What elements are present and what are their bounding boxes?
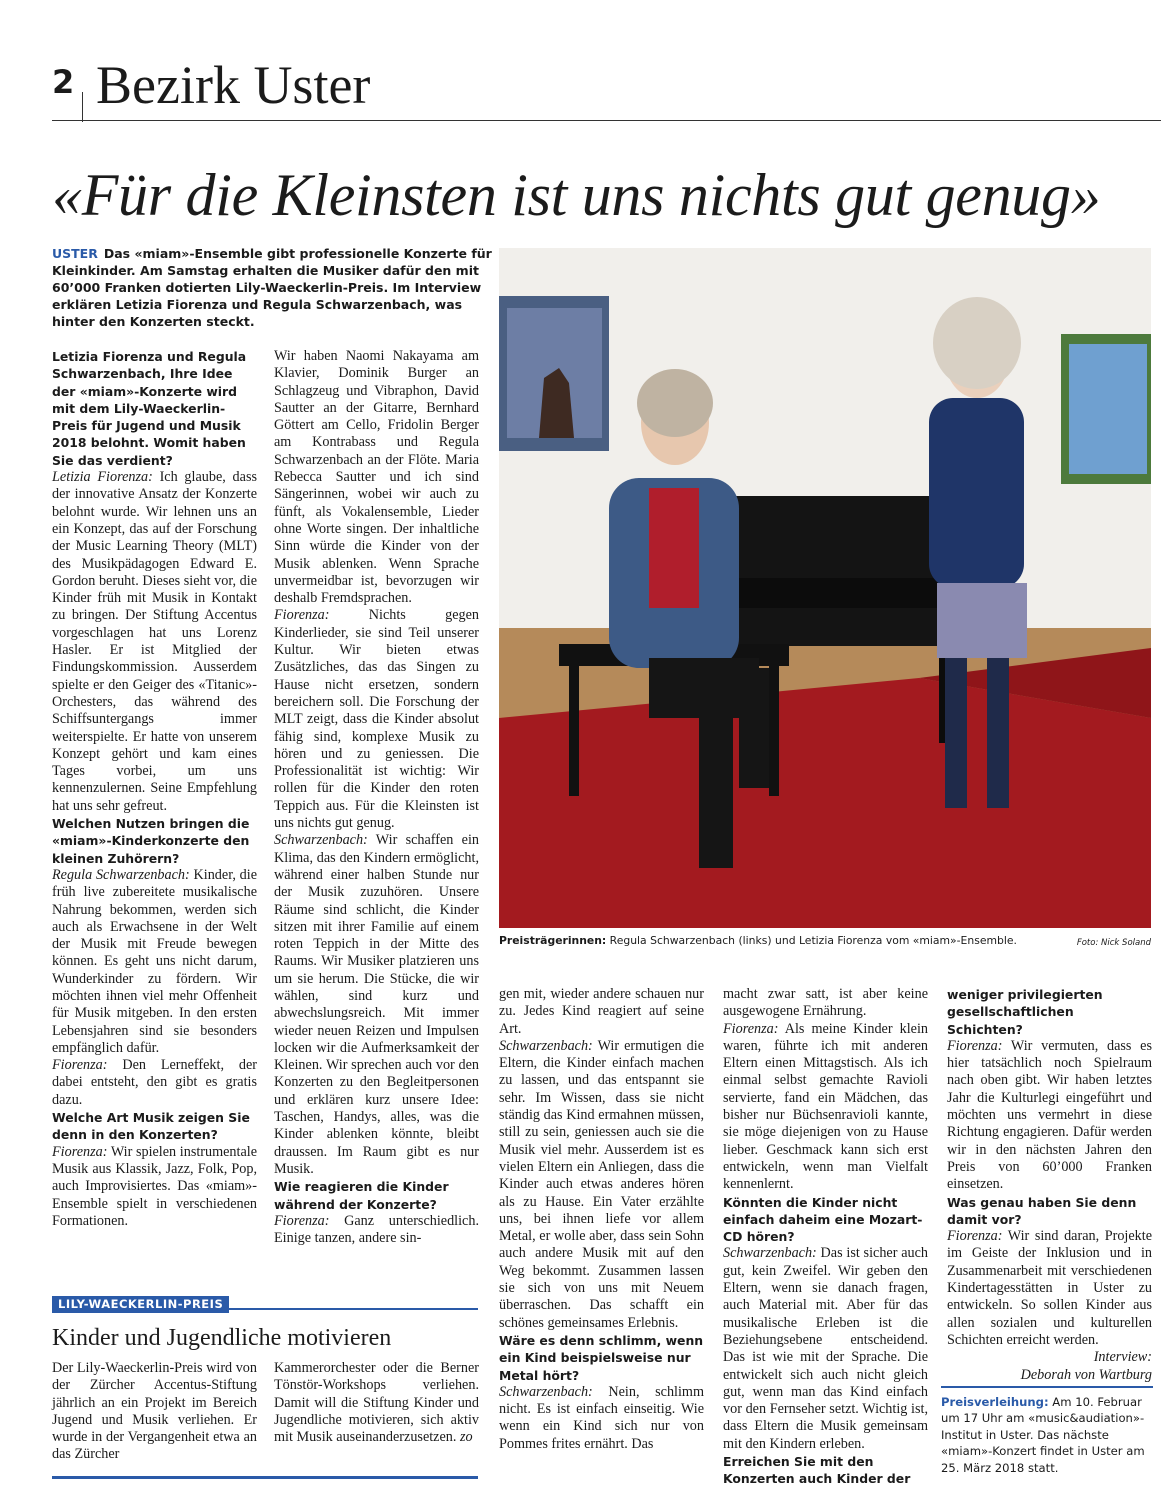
answer: Letizia Fiorenza: Ich glaube, dass der innovative Ansatz der Konzerte belohnt wurde. Wir lehnen uns an ein Konzept, das auf der Forschung der Music Learning Theory (MLT) des Musikpädagogen Edward E. Gordon beruht. Dieses sieht vor, die Kinder früh mit Musik in Kontakt zu bringen. Der Stiftung Accentus vorgeschlagen hat uns Lorenz Hasler. Er ist Mitglied der Findungskommission. Ausserdem spielte er den Geiger des «Titanic»-Orchesters, das während des Schiffsuntergangs immer weiterspielte. Er hatte von unserem Konzept gehört und kam eines Tages vorbei, um uns kennenzulernen. Seine Empfehlung hat uns sehr gefreut.	[52, 469, 257, 814]
speaker: Schwarzenbach:	[723, 1245, 817, 1262]
speaker: Fiorenza:	[274, 1212, 330, 1229]
speaker: Fiorenza:	[947, 1228, 1003, 1245]
headline: «Für die Kleinsten ist uns nichts gut genug»	[52, 162, 1101, 228]
question: Wäre es denn schlimm, wenn ein Kind beispielsweise nur Metal hört?	[499, 1332, 704, 1383]
photo-credit: Foto: Nick Soland	[1076, 938, 1151, 948]
box-tag: LILY-WAECKERLIN-PREIS	[52, 1296, 229, 1313]
event-info: Preisverleihung: Am 10. Februar um 17 Uhr am «music&audiation»-Institut in Uster. Das nächste «miam»-Konzert findet in Uster am 25. März 2018 statt.	[941, 1386, 1153, 1476]
speaker: Schwarzenbach:	[499, 1037, 593, 1054]
speaker: Regula Schwarzenbach:	[52, 866, 190, 883]
section-title: Bezirk Uster	[96, 55, 371, 115]
question: Könnten die Kinder nicht einfach daheim eine Mozart-CD hören?	[723, 1194, 923, 1245]
answer: Schwarzenbach: Nein, schlimm nicht. Es ist einfach einseitig. Wie wenn ein Kind sich nur von Pommes frites ernährt. Das	[499, 1383, 704, 1452]
speaker: Schwarzenbach:	[274, 832, 368, 849]
speaker: Fiorenza:	[52, 1143, 108, 1160]
speaker: Letizia Fiorenza:	[52, 469, 153, 486]
speaker: Schwarzenbach:	[499, 1383, 593, 1400]
article-column-1	[52, 348, 257, 1230]
answer: Fiorenza: Wir spielen instrumentale Musik aus Klassik, Jazz, Folk, Pop, auch Improvisiertes. Das «miam»-Ensemble spielt in verschiedenen Formationen.	[52, 1143, 257, 1229]
article-column-5	[947, 986, 1152, 1384]
lead-text: Das «miam»-Ensemble gibt professionelle Konzerte für Kleinkinder. Am Samstag erhalten die Musiker dafür den mit 60’000 Franken dotierten Lily-Waeckerlin-Preis. Im Interview erklären Letizia Fiorenza und Regula Schwarzenbach, was hinter den Konzerten steckt.	[52, 246, 492, 329]
answer: Schwarzenbach: Wir ermutigen die Eltern, die Kinder einfach machen zu lassen, und das entspannt sie sehr. Im Wissen, dass sie nicht ständig das Kind ermahnen müssen, still zu sein, geniessen auch sie die Musik viel mehr. Ausserdem ist es vielen Eltern ein Anliegen, dass die Kinder auch etwas anderes hören als zu Hause. Ein Vater erzählte uns, bei ihnen liefe vor allem Metal, er wolle aber, dass sein Sohn auch andere Musik mit auf den Weg bekommt. Zusammen lassen sie sich von uns mit Neuem überraschen. Das schafft ein schönes gemeinsames Erlebnis.	[499, 1037, 704, 1331]
event-info-label: Preisverleihung:	[941, 1395, 1049, 1409]
article-column-3	[499, 986, 704, 1453]
question: Was genau haben Sie denn damit vor?	[947, 1194, 1137, 1227]
box-column-2	[274, 1360, 479, 1446]
paragraph: Der Lily-Waeckerlin-Preis wird von der Zürcher Accentus-Stiftung jährlich an ein Projekt im Bereich Jugend und Musik verliehen. Er wurde in der Vergangenheit etwa an das Zürcher	[52, 1360, 257, 1463]
question: Welchen Nutzen bringen die «miam»-Kinderkonzerte den kleinen Zuhörern?	[52, 816, 250, 866]
question: Letizia Fiorenza und Regula Schwarzenbach, Ihre Idee der «miam»-Konzerte wird mit dem Lily-Waeckerlin-Preis für Jugend und Musik 2018 belohnt. Womit haben Sie das verdient?	[52, 349, 247, 468]
speaker: Fiorenza:	[52, 1057, 108, 1074]
caption-label: Preisträgerinnen:	[499, 934, 607, 947]
lead-location: USTER	[52, 246, 98, 261]
header-separator	[82, 92, 83, 122]
paragraph: Kammerorchester oder die Berner Tönstör-Workshops verliehen. Damit will die Stiftung Kinder und Jugendliche motivieren, sich aktiv mit Musik auseinanderzusetzen. zo	[274, 1360, 479, 1446]
answer: Fiorenza: Ganz unterschiedlich. Einige tanzen, andere sin-	[274, 1212, 479, 1247]
question: Erreichen Sie mit den Konzerten auch Kinder der	[723, 1454, 911, 1487]
question: weniger privilegierten gesellschaftlichen Schichten?	[947, 987, 1103, 1037]
speaker: Fiorenza:	[274, 607, 330, 624]
paragraph: macht zwar satt, ist aber keine ausgewogene Ernährung.	[723, 986, 928, 1020]
answer: Fiorenza: Nichts gegen Kinderlieder, sie sind Teil unserer Kultur. Wir bieten etwas Zusätzliches, das das Singen zu Hause nicht ersetzen, sondern bereichern soll. Die Forschung der MLT zeigt, dass die Kinder absolut fähig sind, komplexe Musik zu hören und zu geniessen. Die Professionalität ist wichtig: Wir rollen für die Kinder den roten Teppich aus. Für die Kleinsten ist uns nichts gut genug.	[274, 607, 479, 832]
signature-author: Deborah von Wartburg	[1020, 1366, 1152, 1383]
box-column-1	[52, 1360, 257, 1464]
speaker: Fiorenza:	[723, 1020, 779, 1037]
answer: Schwarzenbach: Das ist sicher auch gut, kein Zweifel. Wir geben den Eltern, wenn sie danach fragen, auch Material mit. Aber für das musikalische Erleben ist die Beziehungsebene entscheidend. Das ist wie mit der Sprache. Die entwickelt sich auch nicht gleich gut, wenn man das Kind einfach vor den Fernseher setzt. Wichtig ist, dass Eltern die Musik gemeinsam mit den Kindern erleben.	[723, 1245, 928, 1452]
answer: Fiorenza: Den Lerneffekt, der dabei entsteht, den gibt es gratis dazu.	[52, 1057, 257, 1108]
author-initials: zo	[456, 1429, 473, 1446]
speaker: Fiorenza:	[947, 1037, 1003, 1054]
answer: Fiorenza: Als meine Kinder klein waren, führte ich mit anderen Eltern einen Mittagstisch. Als ich einmal selbst gemachte Ravioli servierte, fand ein Mädchen, das bisher nur Büchsenravioli kannte, sie möge diejenigen von zu Hause lieber. Geschmack kann sich erst entwickeln, wenn man Vielfalt kennenlernt.	[723, 1020, 928, 1193]
article-column-4	[723, 986, 928, 1488]
photo	[499, 248, 1151, 928]
signature-label: Interview:	[1093, 1349, 1152, 1366]
article-column-2	[274, 348, 479, 1247]
page-number: 2	[52, 63, 75, 101]
header-rule	[52, 120, 1161, 121]
question: Welche Art Musik zeigen Sie denn in den Konzerten?	[52, 1110, 250, 1143]
box-bottom-rule	[52, 1476, 478, 1479]
paragraph: Wir haben Naomi Nakayama am Klavier, Dominik Burger an Schlagzeug und Vibraphon, David Sautter an der Gitarre, Bernhard Göttert am Cello, Fridolin Berger am Kontrabass und Regula Schwarzenbach an der Flöte. Maria Rebecca Sautter und ich sind Sängerinnen, wobei wir auch zu fünft, als Vokalensemble, Lieder ohne Worte singen. Der inhaltliche Sinn würde die Kinder von der Musik ablenken. Wenn Sprache unvermeidbar ist, bevorzugen wir deshalb Fremdsprachen.	[274, 348, 479, 607]
photo-caption: Preisträgerinnen: Regula Schwarzenbach (links) und Letizia Fiorenza vom «miam»-Ensemble.	[499, 934, 1017, 947]
answer: Fiorenza: Wir sind daran, Projekte im Geiste der Inklusion und in Zusammenarbeit mit verschiedenen Kindertagesstätten in Uster zu entwickeln. So sollen Kinder aus allen sozialen und kulturellen Schichten erreicht werden.	[947, 1228, 1152, 1348]
question: Wie reagieren die Kinder während der Konzerte?	[274, 1179, 449, 1212]
paragraph: gen mit, wieder andere schauen nur zu. Jedes Kind reagiert auf seine Art.	[499, 986, 704, 1037]
answer: Schwarzenbach: Wir schaffen ein Klima, das den Kindern ermöglicht, während einer halben Stunde nur der Musik zuzuhören. Unsere Räume sind schlicht, die Kinder sitzen mit ihrer Familie auf einem roten Teppich in der Mitte des Raums. Wir Musiker platzieren uns um sie herum. Die Stücke, die wir wählen, sind kurz und abwechslungsreich. Mit immer wieder neuen Reizen und Impulsen locken wir die Aufmerksamkeit der Kleinen. Wir sprechen auch vor den Konzerten zu den Begleitpersonen und erklären kurz unsere Idee: Taschen, Handys, alles, was die Kinder ablenken könnte, bleibt draussen. Im Raum gibt es nur Musik.	[274, 832, 479, 1177]
answer: Fiorenza: Wir vermuten, dass es hier tatsächlich noch Spielraum nach oben gibt. Wir haben letztes Jahr die Kulturlegi eingeführt und möchten uns vermehrt in diese Richtung engagieren. Dafür werden wir in den nächsten Jahren den Preis von 60’000 Franken einsetzen.	[947, 1037, 1152, 1193]
answer: Regula Schwarzenbach: Kinder, die früh live zubereitete musikalische Nahrung bekommen, werden sich auch als Erwachsene in der Welt der Musik mit Freude bewegen können. Es geht uns nicht darum, Wunderkinder zu fördern. Wir möchten ihnen viel mehr Offenheit für Musik mitgeben. In den ersten Lebensjahren sind sie besonders empfänglich dafür.	[52, 866, 257, 1056]
lead	[52, 246, 492, 331]
photo-illustration	[499, 248, 1151, 928]
box-title: Kinder und Jugendliche motivieren	[52, 1325, 392, 1351]
